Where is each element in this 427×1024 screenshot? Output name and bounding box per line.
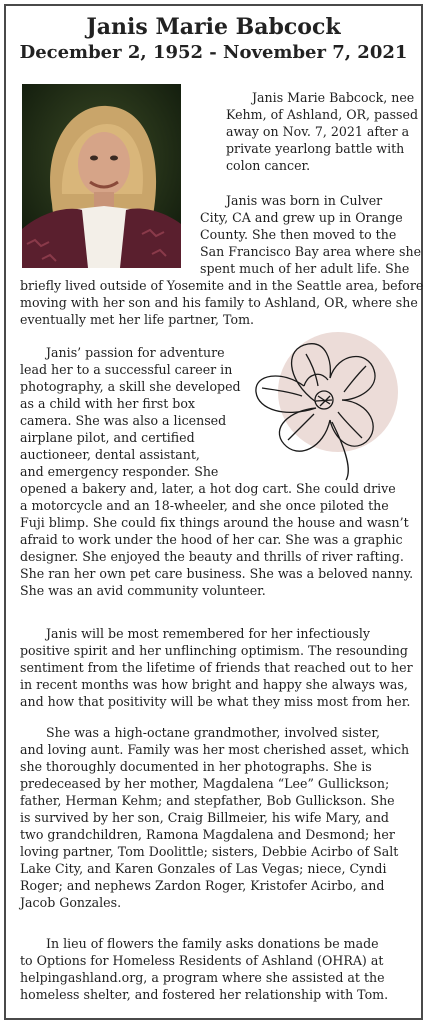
- text-line: in recent months was how bright and happy she always was,: [20, 677, 408, 692]
- text-line: colon cancer.: [226, 158, 311, 173]
- portrait-photo: [22, 84, 181, 268]
- text-line: to Options for Homeless Residents of Ashland (OHRA) at: [20, 953, 384, 968]
- text-line: designer. She enjoyed the beauty and thrills of river rafting.: [20, 549, 404, 564]
- text-line: eventually met her life partner, Tom.: [20, 312, 255, 327]
- text-line: Roger; and nephews Zardon Roger, Kristofer Acirbo, and: [20, 878, 385, 893]
- paragraph-remembered: [20, 625, 413, 710]
- paragraph-early-life-bottom: [20, 277, 424, 328]
- text-line: she thoroughly documented in her photographs. She is: [20, 759, 372, 774]
- text-line: Janis was born in Culver: [226, 193, 383, 208]
- text-line: briefly lived outside of Yosemite and in the Seattle area, before: [20, 278, 424, 293]
- text-line: and loving aunt. Family was her most cherished asset, which: [20, 742, 410, 757]
- text-line: airplane pilot, and certified: [20, 430, 195, 445]
- text-line: County. She then moved to the: [200, 227, 397, 242]
- text-line: Janis will be most remembered for her infectiously: [46, 626, 371, 641]
- text-line: She ran her own pet care business. She was a beloved nanny.: [20, 566, 414, 581]
- paragraph-donations: [20, 935, 407, 1003]
- text-line: She was a high-octane grandmother, involved sister,: [46, 725, 380, 740]
- text-line: two grandchildren, Ramona Magdalena and Desmond; her: [20, 827, 395, 842]
- text-line: Lake City, and Karen Gonzales of Las Vegas; niece, Cyndi: [20, 861, 387, 876]
- obituary-dates: December 2, 1952 - November 7, 2021: [19, 42, 408, 63]
- text-line: In lieu of flowers the family asks donations be made: [46, 936, 379, 951]
- text-line: moving with her son and his family to Ashland, OR, where she: [20, 295, 418, 310]
- text-line: is survived by her son, Craig Billmeier, his wife Mary, and: [20, 810, 389, 825]
- text-line: private yearlong battle with: [226, 141, 405, 156]
- text-line: positive spirit and her unflinching optimism. The resounding: [20, 643, 408, 658]
- paragraph-early-life-top: [200, 192, 422, 277]
- text-line: lead her to a successful career in: [20, 362, 233, 377]
- obituary-name: Janis Marie Babcock: [86, 14, 341, 40]
- text-line: spent much of her adult life. She: [200, 261, 410, 276]
- text-line: Jacob Gonzales.: [20, 895, 122, 910]
- text-line: She was an avid community volunteer.: [20, 583, 266, 598]
- paragraph-adventure-top: [20, 344, 241, 480]
- text-line: a motorcycle and an 18-wheeler, and she once piloted the: [20, 498, 389, 513]
- text-line: predeceased by her mother, Magdalena “Lee” Gullickson;: [20, 776, 390, 791]
- text-line: afraid to work under the hood of her car. She was a graphic: [20, 532, 403, 547]
- flower-illustration: [246, 330, 406, 482]
- text-line: sentiment from the lifetime of friends that reached out to her: [20, 660, 413, 675]
- text-line: auctioneer, dental assistant,: [20, 447, 200, 462]
- paragraph-adventure-bottom: [20, 480, 414, 599]
- paragraph-family: [20, 724, 410, 911]
- text-line: opened a bakery and, later, a hot dog cart. She could drive: [20, 481, 396, 496]
- text-line: and how that positivity will be what they miss most from her.: [20, 694, 411, 709]
- text-line: photography, a skill she developed: [20, 379, 241, 394]
- text-line: and emergency responder. She: [20, 464, 219, 479]
- text-line: Fuji blimp. She could fix things around the house and wasn’t: [20, 515, 409, 530]
- text-line: San Francisco Bay area where she: [200, 244, 422, 259]
- text-line: Kehm, of Ashland, OR, passed: [226, 107, 419, 122]
- text-line: helpingashland.org, a program where she assisted at the: [20, 970, 385, 985]
- paragraph-intro: [200, 89, 419, 174]
- text-line: loving partner, Tom Doolittle; sisters, Debbie Acirbo of Salt: [20, 844, 399, 859]
- text-line: Janis’ passion for adventure: [46, 345, 225, 360]
- text-line: camera. She was also a licensed: [20, 413, 227, 428]
- text-line: away on Nov. 7, 2021 after a: [226, 124, 410, 139]
- text-line: City, CA and grew up in Orange: [200, 210, 403, 225]
- text-line: Janis Marie Babcock, nee: [252, 90, 415, 105]
- text-line: father, Herman Kehm; and stepfather, Bob Gullickson. She: [20, 793, 395, 808]
- text-line: as a child with her first box: [20, 396, 196, 411]
- text-line: homeless shelter, and fostered her relationship with Tom.: [20, 987, 389, 1002]
